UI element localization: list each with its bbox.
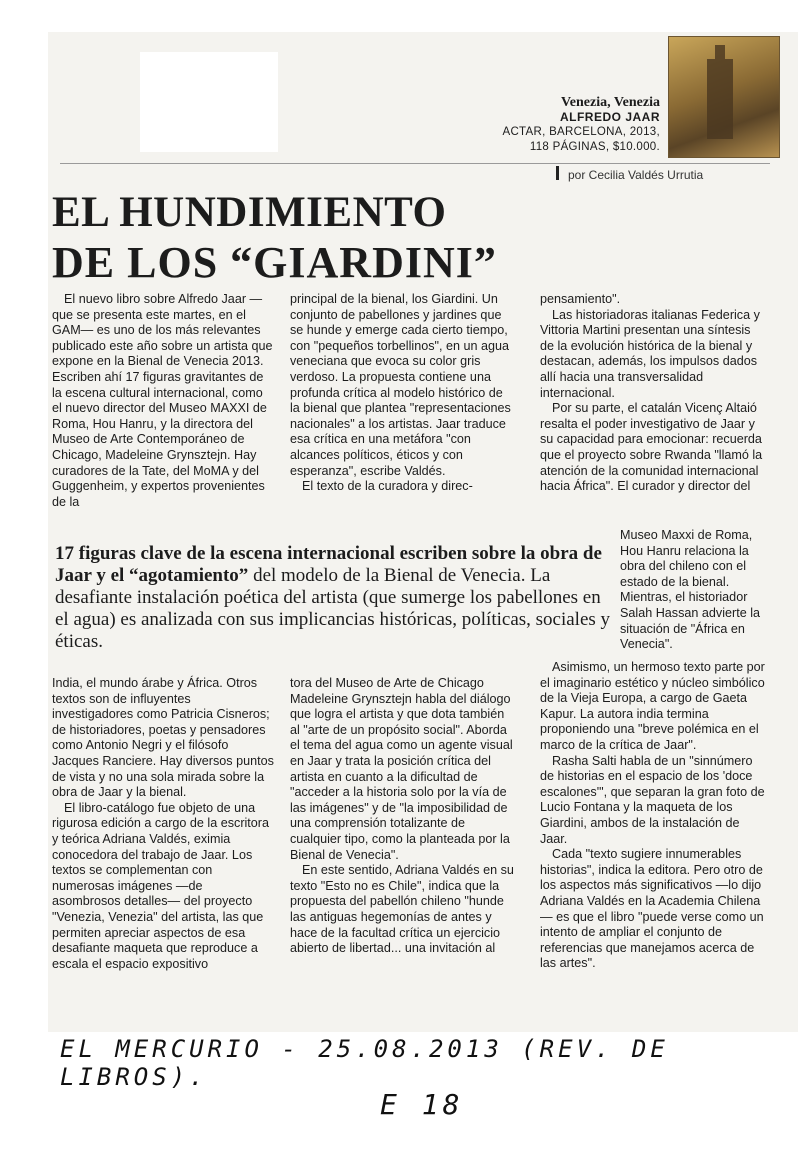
book-cover-image <box>668 36 780 158</box>
handwritten-source-note: EL MERCURIO - 25.08.2013 (REV. DE LIBROS). <box>60 1035 669 1091</box>
blank-patch <box>140 52 278 152</box>
book-info <box>502 95 660 155</box>
paragraph: Cada "texto sugiere innumerables historias", indica la editora. Pero otro de los aspectos más significativos —lo dijo Adriana Valdés en la Academia Chilena— es que el libro "puede verse como un intento de ampliar el conjunto de referencias que manejamos acerca de las artes". <box>540 847 764 971</box>
pull-quote-rest: del modelo de la Bienal de Venecia. La desafiante instalación poética del artista (que sumerge los pabellones en el agua) es analizada con sus implicancias históricas, políticas, sociales y éticas. <box>55 565 611 652</box>
paragraph: pensamiento". <box>540 292 621 306</box>
column-3-lower <box>540 660 766 972</box>
tower-illustration <box>707 59 733 139</box>
pull-quote-bold: 17 figuras clave de la escena internacional escriben sobre la obra de Jaar y el “agotamiento” <box>55 543 602 586</box>
paragraph: Por su parte, el catalán Vicenç Altaió resalta el poder investigativo de Jaar y su capacidad para emocionar: recuerda que el proyecto sobre Rwanda "llamó la atención de la comunidad internacional hacia África". El curador y director del <box>540 401 763 494</box>
book-publisher: ACTAR, BARCELONA, 2013, <box>502 126 660 138</box>
paragraph: El nuevo libro sobre Alfredo Jaar —que se presenta este martes, en el GAM— es uno de los más relevantes publicado este año sobre un artista que expone en la Bienal de Venecia 2013. Escriben ahí 17 figuras gravitantes de la escena cultural internacional, como el nuevo director del Museo MAXXI de Roma, Hou Hanru, y la directora del Museo de Arte Contemporáneo de Chicago, Madeleine Grynsztejn. Hay curadores de la Tate, del MoMA y del Guggenheim, y expertos provenientes de la <box>52 292 273 509</box>
book-author: ALFREDO JAAR <box>559 110 660 124</box>
paragraph: Asimismo, un hermoso texto parte por el imaginario estético y núcleo simbólico de la Vieja Europa, a cargo de Gaeta Kapur. La autora india termina proponiendo una "breve polémica en el marco de la crítica de Jaar". <box>540 660 765 752</box>
column-2-bottom <box>290 676 515 957</box>
header-rule <box>60 163 770 164</box>
headline-line-1: EL HUNDIMIENTO <box>52 189 447 236</box>
column-3-narrow <box>620 528 766 653</box>
pull-quote <box>55 543 615 653</box>
book-title: Venezia, Venezia <box>560 95 660 110</box>
paragraph: principal de la bienal, los Giardini. Un conjunto de pabellones y jardines que se hunde y emerge cada cierto tiempo, con "pequeños torbellinos", en un agua veneciana que evoca su color gris verdoso. La propuesta contiene una profunda crítica al modelo histórico de la bienal que plantea "representaciones nacionales" a los artistas. Jaar traduce esa crítica en una metáfora "con alcances políticos, éticos y con esperanza", escribe Valdés. <box>290 292 511 478</box>
paragraph: El texto de la curadora y direc- <box>302 479 473 494</box>
paragraph: El libro-catálogo fue objeto de una rigurosa edición a cargo de la escritora y teórica Adriana Valdés, eximia conocedora del trabajo de Jaar. Los textos se complementan con numerosas imágenes —de asombrosos detalles— del proyecto "Venezia, Venezia" del artista, las que permiten apreciar aspectos de esa desafiante maqueta que reproduce a escala el espacio expositivo <box>52 800 270 971</box>
column-1-bottom <box>52 676 274 972</box>
paragraph: tora del Museo de Arte de Chicago Madeleine Grynsztejn habla del diálogo que logra el artista y que dota también al "arte de un propósito social". Aborda el tema del agua como un agente visual en Jaar y trata la posición crítica del artista en cuanto a la dificultad de "acceder a la historia solo por la vía de las imágenes" y de "la imposibilidad de una comprensión totalizante de cualquier tipo, como la planteada por la Bienal de Venecia". <box>290 676 513 862</box>
handwritten-page-note: E 18 <box>380 1088 464 1121</box>
book-details: 118 PÁGINAS, $10.000. <box>529 141 660 153</box>
column-3-upper <box>540 292 766 495</box>
paragraph: Museo Maxxi de Roma, Hou Hanru relaciona la obra del chileno con el estado de la bienal. Mientras, el historiador Salah Hassan advierte la situación de "África en Venecia". <box>620 528 761 652</box>
column-2-top <box>290 292 515 495</box>
byline: por Cecilia Valdés Urrutia <box>568 168 704 182</box>
column-1-top <box>52 292 274 510</box>
paragraph: India, el mundo árabe y África. Otros textos son de influyentes investigadores como Patricia Cisneros; de historiadores, poetas y pensadores como Antonio Negri y el filósofo Jacques Ranciere. Hay diversos puntos de vista y no una sola mirada sobre la obra de Jaar y la bienal. <box>52 676 274 800</box>
paragraph: En este sentido, Adriana Valdés en su texto "Esto no es Chile", indica que la propuesta del pabellón chileno "hunde las antiguas hegemonías de antes y hace de la facultad crítica un ejercicio abierto de libertad... una invitación al <box>290 863 514 956</box>
headline-line-2: DE LOS “GIARDINI” <box>52 238 497 287</box>
paragraph: Las historiadoras italianas Federica y Vittoria Martini presentan una síntesis de la evolución histórica de la bienal y destacan, además, los impulsos dados allí hacia una transversalidad internacional. <box>540 307 760 400</box>
paragraph: Rasha Salti habla de un "sinnúmero de historias en el espacio de los 'doce escalones'", que separan la gran foto de Lucio Fontana y la maqueta de los Giardini, ambos de la instalación de Jaar. <box>540 753 765 846</box>
